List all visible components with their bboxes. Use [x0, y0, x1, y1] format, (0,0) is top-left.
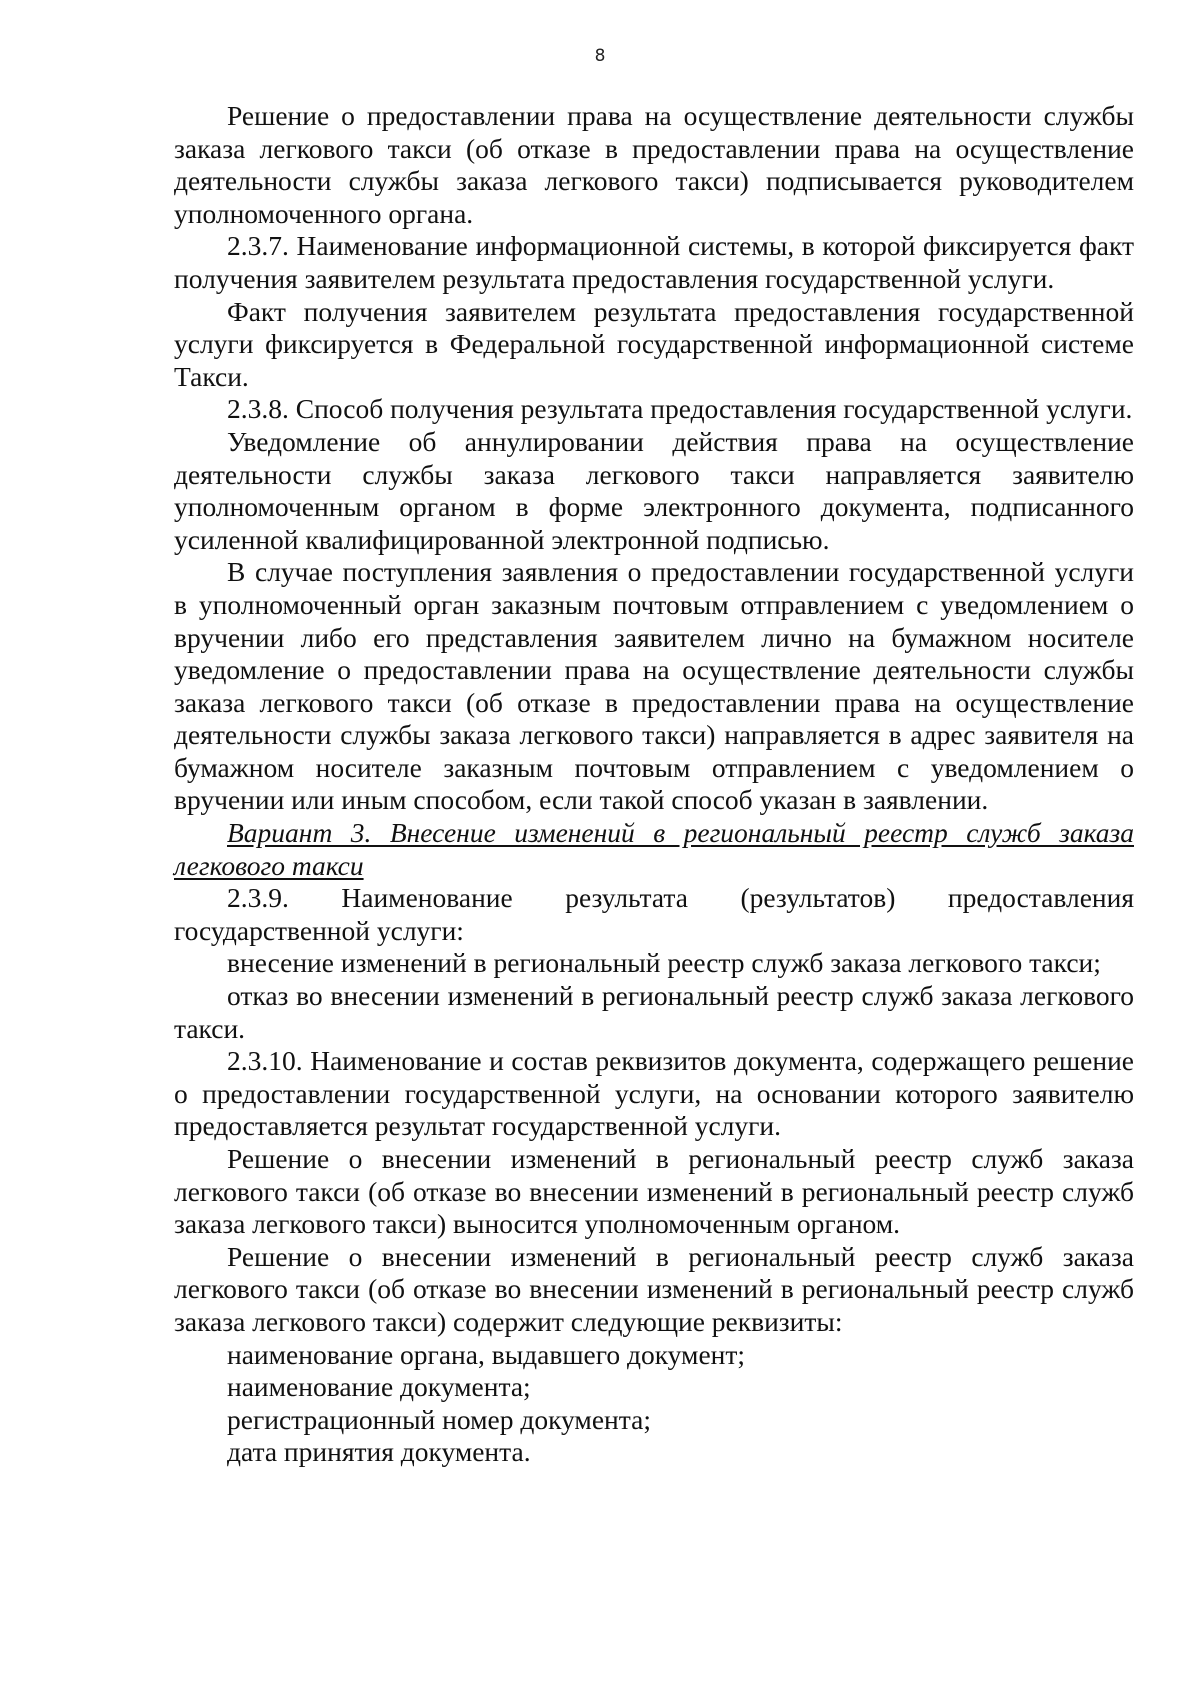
paragraph-paper-delivery: В случае поступления заявления о предоставлении государственной услуги в уполномоченный орган заказным почтовым отправлением с уведомлением о вручении либо его представления заявителем лично на бумажном носителе уведомление о предоставлении права на осуществление деятельности службы заказа легкового такси (об отказе в предоставлении права на осуществление деятельности службы заказа легкового такси) направляется в адрес заявителя на бумажном носителе заказным почтовым отправлением с уведомлением о вручении или иным способом, если такой способ указан в заявлении. [174, 556, 1134, 816]
paragraph-decision-issuer: Решение о внесении изменений в региональный реестр служб заказа легкового такси (об отказе во внесении изменений в региональный реестр служб заказа легкового такси) выносится уполномоченным органом. [174, 1143, 1134, 1240]
list-item-requisite-organ: наименование органа, выдавшего документ; [227, 1338, 746, 1370]
paragraph-annulment-notice: Уведомление об аннулировании действия права на осуществление деятельности службы заказа легкового такси направляется заявителю уполномоченным органом в форме электронного документа, подписанного усиленной квалифицированной электронной подписью. [174, 425, 1134, 555]
list-item-requisite-name: наименование документа; [227, 1371, 531, 1403]
variant-3-heading: Вариант 3. Внесение изменений в региональный реестр служб заказа легкового такси [174, 817, 1134, 881]
paragraph-2-3-10-heading: 2.3.10. Наименование и состав реквизитов документа, содержащего решение о предоставлении государственной услуги, на основании которого заявителю предоставляется результат государственной услуги. [174, 1045, 1134, 1142]
list-item-requisite-number: регистрационный номер документа; [227, 1403, 651, 1435]
page-number: 8 [594, 46, 606, 66]
paragraph-2-3-8-heading: 2.3.8. Способ получения результата предоставления государственной услуги. [227, 393, 1133, 425]
paragraph-fact-fixation: Факт получения заявителем результата предоставления государственной услуги фиксируется в Федеральной государственной информационной системе Такси. [174, 295, 1134, 392]
document-body [174, 100, 1134, 1469]
paragraph-2-3-7-heading: 2.3.7. Наименование информационной системы, в которой фиксируется факт получения заявителем результата предоставления государственной услуги. [174, 230, 1134, 294]
list-item-result-refusal: отказ во внесении изменений в региональный реестр служб заказа легкового такси. [174, 980, 1134, 1044]
list-item-result-change: внесение изменений в региональный реестр служб заказа легкового такси; [227, 947, 1101, 979]
paragraph-decision-requisites: Решение о внесении изменений в региональный реестр служб заказа легкового такси (об отказе во внесении изменений в региональный реестр служб заказа легкового такси) содержит следующие реквизиты: [174, 1240, 1134, 1337]
paragraph-2-3-9-heading: 2.3.9. Наименование результата (результатов) предоставления государственной услуги: [174, 882, 1134, 946]
paragraph-decision-signing: Решение о предоставлении права на осуществление деятельности службы заказа легкового такси (об отказе в предоставлении права на осуществление деятельности службы заказа легкового такси) подписывается руководителем уполномоченного органа. [174, 100, 1134, 229]
list-item-requisite-date: дата принятия документа. [227, 1436, 531, 1468]
